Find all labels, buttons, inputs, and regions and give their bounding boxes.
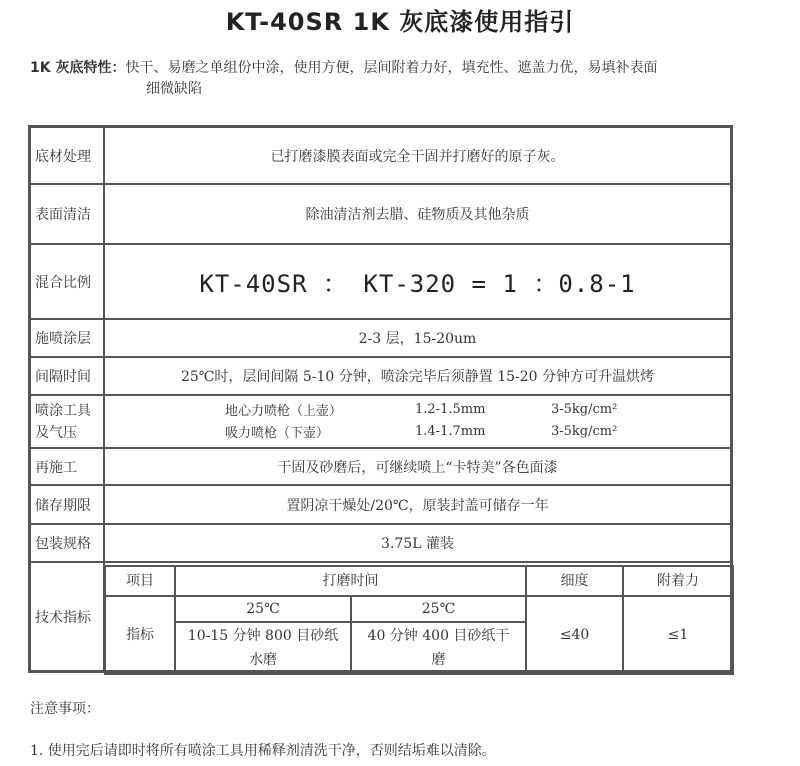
spray-gun-nozzle-2: 1.4-1.7mm [415,424,486,439]
row-value-coats: 2-3 层，15-20um [358,331,477,347]
row-value-substrate: 已打磨漆膜表面或完全干固并打磨好的原子灰。 [270,148,565,165]
tech-sanding-1-line-1: 10-15 分钟 800 目砂纸 [187,628,339,644]
feature-line-2: 细微缺陷 [146,81,202,97]
row-label-cleaning: 表面清洁 [35,207,91,223]
tech-sanding-1-line-2: 水磨 [249,652,277,668]
tech-sanding-2 [352,623,525,673]
row-label-mix-ratio: 混合比例 [35,274,91,291]
row-value-packaging: 3.75L 灌装 [381,536,454,552]
feature-description [30,58,770,100]
spray-gun-nozzle-1: 1.2-1.5mm [415,402,486,417]
row-value-interval: 25℃时，层间间隔 5-10 分钟，喷涂完毕后须静置 15-20 分钟方可升温烘烤 [180,369,655,385]
tech-temp-1: 25℃ [246,601,280,617]
row-value-storage: 置阴凉干燥处/20℃，原装封盖可储存一年 [286,497,549,514]
row-label-spray-tools [31,396,107,447]
spray-gun-pressure-1: 3-5kg/cm² [551,402,618,417]
row-label-storage: 储存期限 [35,497,91,514]
spray-label-line-1: 喷涂工具 [35,402,91,419]
tech-sanding-2-line-1: 40 分钟 400 目砂纸干 [367,628,510,644]
row-divider [31,394,730,396]
spray-label-line-2: 及气压 [35,424,77,441]
row-label-tech: 技术指标 [35,610,91,626]
row-label-substrate: 底材处理 [35,148,91,165]
spray-gun-name-1: 地心力喷枪（上壶） [225,404,343,419]
spray-gun-name-2: 吸力喷枪（下壶） [225,426,330,441]
tech-sanding-2-line-2: 磨 [431,652,446,668]
row-value-recoat: 干固及砂磨后，可继续喷上“卡特美”各色面漆 [277,459,558,476]
spec-table [28,125,733,673]
row-label-coats: 施喷涂层 [35,331,91,347]
feature-line-1: 快干、易磨之单组份中涂，使用方便，层间附着力好，填充性、遮盖力优，易填补表面 [125,60,658,76]
note-item-1: 1. 使用完后请即时将所有喷涂工具用稀释剂清洗干净，否则结垢难以清除。 [30,743,496,759]
tech-subtable [104,565,734,675]
tech-header-item: 项目 [126,573,154,589]
page-title: KT-40SR 1K 灰底漆使用指引 [225,8,575,36]
tech-header-fineness: 细度 [560,573,589,589]
tech-header-sanding: 打磨时间 [322,573,379,589]
tech-row-label: 指标 [126,627,154,643]
tech-adhesion-value: ≤1 [667,627,689,643]
row-label-recoat: 再施工 [35,459,77,476]
tech-fineness-value: ≤40 [559,627,590,643]
feature-label: 1K 灰底特性： [30,60,126,76]
spray-gun-pressure-2: 3-5kg/cm² [551,424,618,439]
row-label-packaging: 包装规格 [35,536,91,552]
row-label-interval: 间隔时间 [35,369,91,385]
row-value-cleaning: 除油清洁剂去腊、硅物质及其他杂质 [305,207,530,223]
tech-sanding-1 [176,623,350,673]
row-divider [31,561,730,563]
row-value-mix-ratio: KT-40SR ： KT-320 = 1 ：0.8-1 [199,270,636,298]
notes-title: 注意事项： [30,701,100,717]
tech-header-adhesion: 附着力 [657,573,699,589]
tech-temp-2: 25℃ [421,601,456,617]
